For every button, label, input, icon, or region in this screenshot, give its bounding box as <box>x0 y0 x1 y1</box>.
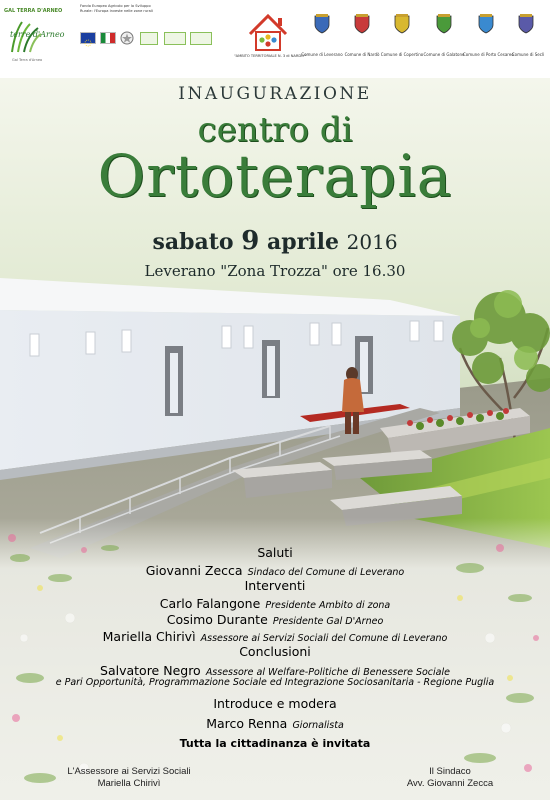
date-year: 2016 <box>346 230 398 254</box>
ambito-text: "AMBITO TERRITORIALE N. 3 di NARDO'" <box>234 54 307 58</box>
event-date <box>0 226 550 256</box>
speaker-role: Giornalista <box>292 720 344 731</box>
signature-title: L'Assessore ai Servizi Sociali <box>67 766 191 777</box>
speaker-name: Giovanni Zecca <box>145 563 243 578</box>
gal-logo-sub: Gal Terra d'Arneo <box>12 58 43 62</box>
date-number: 9 <box>241 226 260 256</box>
event-kicker: INAUGURAZIONE <box>178 84 372 104</box>
fund-text: Fondo Europeo Agricolo per lo Sviluppo Rurale: l'Europa investe nelle zone rurali <box>80 4 153 13</box>
municipality-label: Comune di Seclì <box>511 52 545 57</box>
speaker-role: Assessore al Welfare-Politiche di Benessere Sociale <box>205 667 450 678</box>
signature-name: Mariella Chirivì <box>97 778 161 789</box>
speaker-name: Cosimo Durante <box>166 612 268 627</box>
date-month: aprile <box>267 229 339 255</box>
leverano-crest-icon <box>314 14 330 34</box>
moderator <box>0 713 550 732</box>
nardo-crest-icon <box>354 14 370 34</box>
signature-sindaco <box>395 766 505 790</box>
speaker-name: Carlo Falangone <box>159 596 261 611</box>
secli-crest-icon <box>518 14 534 34</box>
ambito-logo <box>234 10 307 72</box>
logo-strip <box>0 0 550 78</box>
italy-flag-icon <box>100 32 116 44</box>
copertino-crest-icon <box>394 14 410 34</box>
eu-flag-icon <box>80 32 96 44</box>
date-day: sabato <box>152 229 234 255</box>
municipality-label: Comune di Nardò <box>344 52 380 57</box>
speaker-role-continued: e Pari Opportunità, Programmazione Sociale ed Integrazione Sociosanitaria - Regione Puglia <box>55 677 495 688</box>
speaker-role: Sindaco del Comune di Leverano <box>247 567 405 578</box>
house-icon <box>238 10 298 54</box>
republic-emblem-icon <box>120 30 134 46</box>
event-place-time: Leverano "Zona Trozza" ore 16.30 <box>144 262 406 280</box>
title-line-2: Ortoterapia <box>97 142 453 210</box>
speaker-role: Presidente Gal D'Arneo <box>272 616 384 627</box>
speaker-name: Salvatore Negro <box>100 663 201 678</box>
municipality-label: Comune di Porto Cesareo <box>463 52 514 57</box>
section-saluti: Saluti <box>257 545 293 560</box>
signature-assessore <box>44 766 214 790</box>
signature-name: Avv. Giovanni Zecca <box>406 778 494 789</box>
regione-puglia-logo <box>140 32 158 45</box>
leader-logo <box>190 32 212 45</box>
interventi-speaker <box>0 626 550 645</box>
gal-logo-top-text: GAL TERRA D'ARNEO <box>4 8 63 14</box>
speaker-name: Marco Renna <box>206 716 288 731</box>
municipality-label: Comune di Copertino <box>380 52 424 57</box>
signature-title: Il Sindaco <box>429 766 471 777</box>
speaker-name: Mariella Chirivì <box>102 629 196 644</box>
psr-logo <box>164 32 186 45</box>
title-line-1: centro di <box>197 110 353 150</box>
saluti-speaker <box>0 560 550 579</box>
section-modera: Introduce e modera <box>213 696 337 711</box>
gal-logo-script: terre d'Arneo <box>10 30 65 39</box>
municipality-label: Comune di Leverano <box>301 52 343 57</box>
gal-logo <box>4 6 66 68</box>
porto-cesareo-crest-icon <box>478 14 494 34</box>
speaker-role: Assessore ai Servizi Sociali del Comune di Leverano <box>200 633 448 644</box>
invitation-note: Tutta la cittadinanza è invitata <box>179 737 371 750</box>
speaker-role: Presidente Ambito di zona <box>265 600 391 611</box>
municipality-label: Comune di Galatone <box>423 52 465 57</box>
galatone-crest-icon <box>436 14 452 34</box>
section-interventi: Interventi <box>244 578 306 593</box>
section-conclusioni: Conclusioni <box>239 644 311 659</box>
